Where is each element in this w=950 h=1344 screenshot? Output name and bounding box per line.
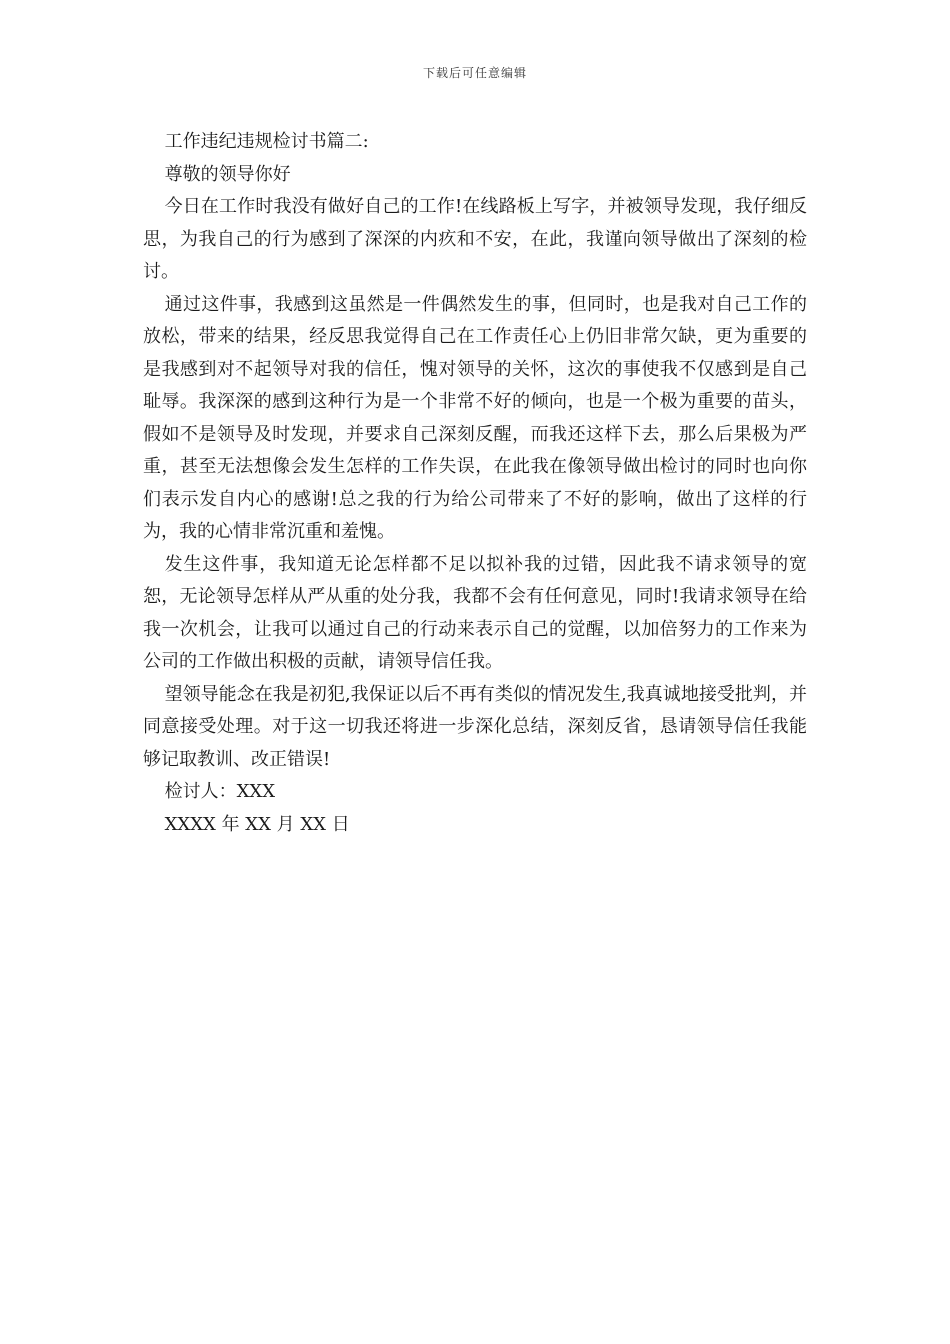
paragraph-1: 今日在工作时我没有做好自己的工作!在线路板上写字，并被领导发现，我仔细反思，为我自己的行为感到了深深的内疚和不安，在此，我谨向领导做出了深刻的检讨。 [143, 196, 807, 282]
paragraph-4: 望领导能念在我是初犯,我保证以后不再有类似的情况发生,我真诚地接受批判，并同意接受处理。对于这一切我还将进一步深化总结，深刻反省，恳请领导信任我能够记取教训、改正错误! [143, 683, 807, 770]
signature: 检讨人：XXX [164, 781, 276, 802]
document-body [143, 126, 807, 841]
date: XXXX 年 XX 月 XX 日 [164, 813, 350, 835]
paragraph-3: 发生这件事，我知道无论怎样都不足以拟补我的过错，因此我不请求领导的宽恕，无论领导怎样从严从重的处分我，我都不会有任何意见，同时!我请求领导在给我一次机会，让我可以通过自己的行动来表示自己的觉醒，以加倍努力的工作来为公司的工作做出积极的贡献，请领导信任我。 [143, 553, 807, 672]
paragraph-2: 通过这件事，我感到这虽然是一件偶然发生的事，但同时，也是我对自己工作的放松，带来的结果，经反思我觉得自己在工作责任心上仍旧非常欠缺，更为重要的是我感到对不起领导对我的信任，愧对领导的关怀，这次的事使我不仅感到是自己耻辱。我深深的感到这种行为是一个非常不好的倾向，也是一个极为重要的苗头，假如不是领导及时发现，并要求自己深刻反醒，而我还这样下去，那么后果极为严重，甚至无法想像会发生怎样的工作失误，在此我在像领导做出检讨的同时也向你们表示发自内心的感谢!总之我的行为给公司带来了不好的影响，做出了这样的行为，我的心情非常沉重和羞愧。 [143, 293, 807, 542]
salutation: 尊敬的领导你好 [164, 163, 291, 185]
page-header-note: 下载后可任意编辑 [422, 66, 527, 80]
document-title: 工作违纪违规检讨书篇二: [164, 131, 369, 152]
